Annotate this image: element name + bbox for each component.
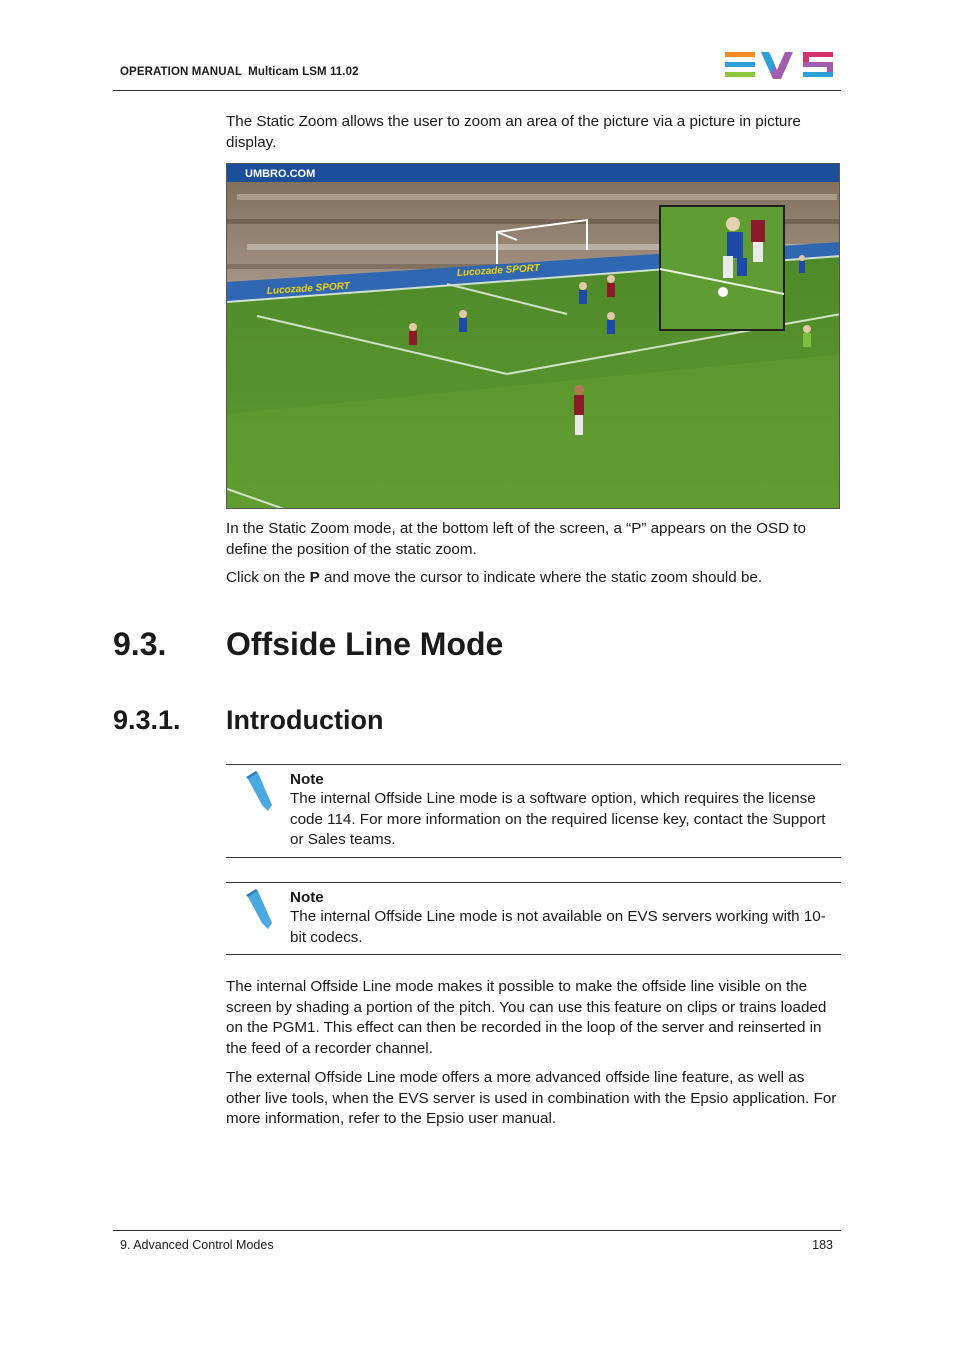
click-text-before: Click on the xyxy=(226,569,310,586)
pencil-icon xyxy=(244,771,274,811)
footer-divider xyxy=(113,1230,841,1231)
note-box xyxy=(226,764,841,858)
banner-text-2: Lucozade SPORT xyxy=(266,280,351,297)
banner-text-3: Lucozade SPORT xyxy=(456,262,541,279)
page-number: 183 xyxy=(812,1238,833,1252)
footer-chapter: 9. Advanced Control Modes xyxy=(120,1238,274,1252)
intro-paragraph: The Static Zoom allows the user to zoom an area of the picture via a picture in picture display. xyxy=(226,113,801,151)
note-box xyxy=(226,882,841,955)
section-heading xyxy=(113,626,503,663)
body-paragraph: The internal Offside Line mode makes it possible to make the offside line visible on the screen by shading a portion of the pitch. You can use this feature on clips or trains loaded on the PGM1. This effect can then be recorded in the loop of the server and reinserted in the feed of a recorder channel. xyxy=(226,978,827,1057)
pip-inset xyxy=(660,206,784,330)
manual-label: OPERATION MANUAL xyxy=(120,66,243,78)
click-text-after: and move the cursor to indicate where the static zoom should be. xyxy=(319,569,763,586)
subsection-number: 9.3.1. xyxy=(113,705,181,735)
note-title: Note xyxy=(290,889,324,906)
banner-text-1: UMBRO.COM xyxy=(245,168,316,180)
evs-logo xyxy=(725,52,835,82)
note-body: The internal Offside Line mode is not available on EVS servers working with 10-bit codecs. xyxy=(290,908,826,946)
product-label: Multicam LSM 11.02 xyxy=(248,66,359,78)
static-zoom-screenshot xyxy=(226,163,840,509)
top-banner xyxy=(227,164,840,182)
pencil-icon xyxy=(244,889,274,929)
note-body: The internal Offside Line mode is a software option, which requires the license code 114. For more information on the required license key, contact the Support or Sales teams. xyxy=(290,790,826,848)
note-title: Note xyxy=(290,771,324,788)
section-title: Offside Line Mode xyxy=(226,626,504,662)
osd-paragraph: In the Static Zoom mode, at the bottom left of the screen, a “P” appears on the OSD to define the position of the static zoom. xyxy=(226,520,806,558)
subsection-title: Introduction xyxy=(226,705,384,735)
body-paragraph: The external Offside Line mode offers a more advanced offside line feature, as well as other live tools, when the EVS server is used in combination with the Epsio application. For more information, refer to the Epsio user manual. xyxy=(226,1069,837,1127)
header-divider xyxy=(113,90,841,91)
subsection-heading xyxy=(113,705,383,736)
click-text-bold: P xyxy=(309,569,320,586)
click-paragraph xyxy=(226,568,840,589)
header-title xyxy=(120,66,359,78)
section-number: 9.3. xyxy=(113,626,167,662)
